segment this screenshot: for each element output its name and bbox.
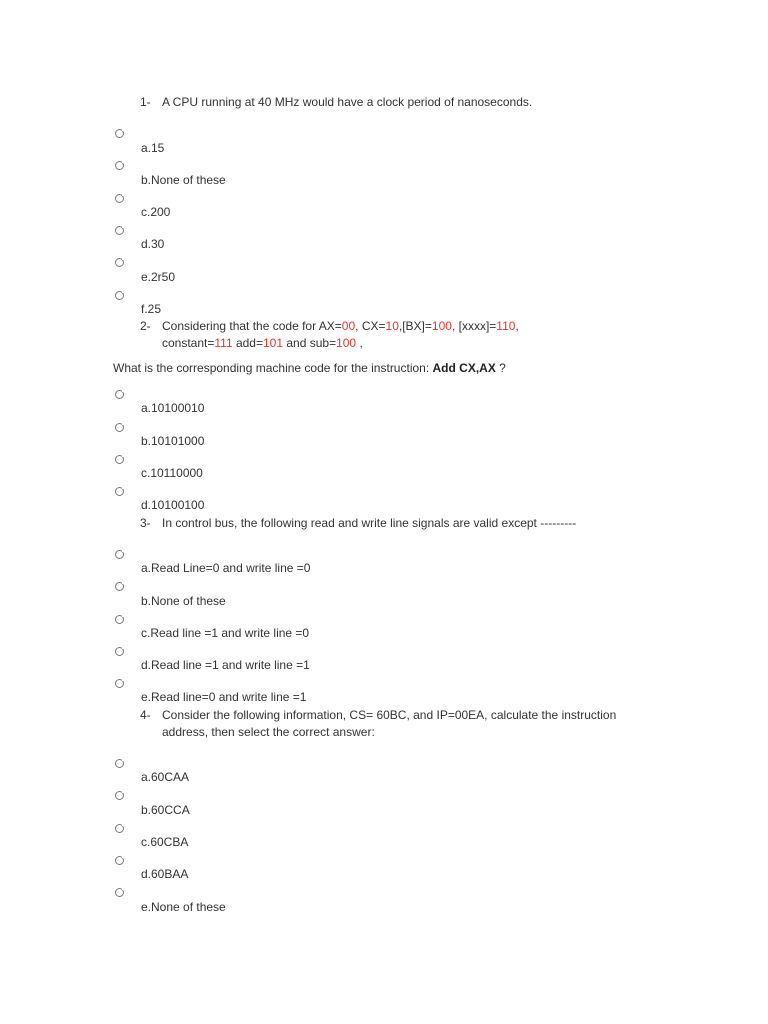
q2-option-c-label: c.10110000 <box>141 466 203 480</box>
q2-code-constant: 111 <box>214 336 233 350</box>
q3-option-a-label: a.Read Line=0 and write line =0 <box>141 561 311 575</box>
question-4-prompt-line2: address, then select the correct answer: <box>162 725 375 739</box>
question-number: 4- <box>140 708 151 722</box>
q2-text-part: add= <box>232 336 263 350</box>
q4-option-b-radio[interactable] <box>115 791 124 800</box>
q4-option-a-label: a.60CAA <box>141 770 190 784</box>
q2-code-add: 101 <box>263 336 284 350</box>
q3-option-b-radio[interactable] <box>115 582 124 591</box>
q4-option-c-label: c.60CBA <box>141 835 189 849</box>
q2-option-d-radio[interactable] <box>115 487 124 496</box>
q3-option-d-radio[interactable] <box>115 647 124 656</box>
question-number: 1- <box>140 95 151 109</box>
q2-text-part: , [xxxx]= <box>451 319 497 333</box>
q3-option-d-label: d.Read line =1 and write line =1 <box>141 658 310 672</box>
q1-option-d-radio[interactable] <box>115 226 124 235</box>
q2-code-sub: 100 <box>336 336 357 350</box>
q2-option-d-label: d.10100100 <box>141 498 205 512</box>
q2-text-part: , <box>515 319 519 333</box>
q1-option-b-radio[interactable] <box>115 161 124 170</box>
q2-text-part: and sub= <box>283 336 337 350</box>
q2-text-part: Considering that the code for AX= <box>162 319 342 333</box>
q2-option-a-radio[interactable] <box>115 390 124 399</box>
q2-option-b-radio[interactable] <box>115 423 124 432</box>
question-number: 3- <box>140 516 151 530</box>
question-number: 2- <box>140 319 151 333</box>
q1-option-b-label: b.None of these <box>141 173 226 187</box>
q3-option-c-label: c.Read line =1 and write line =0 <box>141 626 310 640</box>
q2-text-part: , <box>356 336 363 350</box>
q1-option-f-label: f.25 <box>141 302 162 316</box>
q2-prompt-prefix: What is the corresponding machine code for the instruction: <box>113 361 433 375</box>
q3-option-b-label: b.None of these <box>141 594 226 608</box>
q2-text-part: ,[BX]= <box>398 319 432 333</box>
question-2-prompt <box>113 360 506 376</box>
question-3-prompt: In control bus, the following read and write line signals are valid except --------- <box>162 516 577 530</box>
q3-option-e-radio[interactable] <box>115 679 124 688</box>
question-2-text <box>140 318 519 334</box>
question-1-text <box>140 94 532 110</box>
q3-option-e-label: e.Read line=0 and write line =1 <box>141 690 307 704</box>
q1-option-c-label: c.200 <box>141 205 171 219</box>
q1-option-f-radio[interactable] <box>115 291 124 300</box>
q2-text-part: , CX= <box>355 319 386 333</box>
q4-option-d-label: d.60BAA <box>141 867 189 881</box>
q4-option-a-radio[interactable] <box>115 759 124 768</box>
q2-option-b-label: b.10101000 <box>141 434 205 448</box>
q1-option-e-label: e.2r50 <box>141 270 176 284</box>
q2-option-a-label: a.10100010 <box>141 401 205 415</box>
question-2-text-line2 <box>162 335 363 351</box>
q1-option-d-label: d.30 <box>141 237 165 251</box>
q2-text-part: constant= <box>162 336 215 350</box>
q4-option-d-radio[interactable] <box>115 856 124 865</box>
q4-option-c-radio[interactable] <box>115 824 124 833</box>
q2-code-ax: 00 <box>341 319 356 333</box>
q1-option-e-radio[interactable] <box>115 258 124 267</box>
q3-option-a-radio[interactable] <box>115 550 124 559</box>
q1-option-c-radio[interactable] <box>115 194 124 203</box>
q2-option-c-radio[interactable] <box>115 455 124 464</box>
q2-prompt-suffix: ? <box>495 361 506 375</box>
q4-option-e-label: e.None of these <box>141 900 226 914</box>
q3-option-c-radio[interactable] <box>115 615 124 624</box>
q2-code-cx: 10 <box>385 319 399 333</box>
q2-instruction: Add CX,AX <box>432 361 496 375</box>
q2-code-xxxx: 110 <box>496 319 516 333</box>
q4-option-b-label: b.60CCA <box>141 803 190 817</box>
question-1-prompt: A CPU running at 40 MHz would have a clock period of nanoseconds. <box>162 95 533 109</box>
q1-option-a-radio[interactable] <box>115 129 124 138</box>
question-3-text <box>140 515 576 531</box>
q4-option-e-radio[interactable] <box>115 888 124 897</box>
q2-code-bx: 100 <box>431 319 452 333</box>
question-4-prompt-line1: Consider the following information, CS= 60BC, and IP=00EA, calculate the instruction <box>162 708 617 722</box>
question-4-text <box>140 707 616 723</box>
q1-option-a-label: a.15 <box>141 141 165 155</box>
